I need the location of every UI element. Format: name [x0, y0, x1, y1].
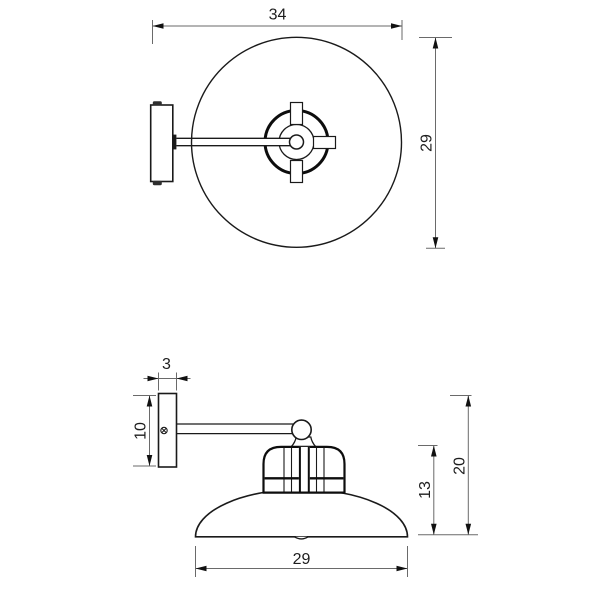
mounting-plate-top-view — [151, 105, 173, 182]
dim-label-29: 29 — [418, 134, 436, 152]
dim-label-3: 3 — [162, 356, 171, 373]
arrowhead-down — [433, 237, 439, 248]
shade-dome — [196, 489, 408, 536]
dimension-13 — [417, 446, 438, 535]
socket-tab-bottom — [291, 161, 303, 183]
socket-tab-top — [291, 103, 303, 125]
dim-label-20: 20 — [451, 457, 469, 475]
top-view — [151, 7, 452, 249]
dim-label-10: 10 — [132, 422, 150, 440]
dimension-3 — [144, 356, 191, 391]
dim-label-13: 13 — [416, 481, 434, 499]
arm-body-top-view — [198, 138, 292, 145]
arrowhead-right — [148, 376, 159, 382]
arrowhead-up — [466, 396, 472, 407]
dimension-10 — [133, 396, 157, 467]
arrowhead-up — [433, 38, 439, 49]
arrowhead-up — [431, 446, 437, 457]
arrowhead-left — [177, 376, 188, 382]
arrowhead-down — [147, 455, 153, 466]
dimension-29-top-view — [419, 38, 453, 249]
dim-label-29-bottom: 29 — [292, 551, 311, 568]
socket-hub — [290, 135, 304, 149]
arrowhead-down — [466, 524, 472, 535]
plate-screw-tab-lower — [153, 181, 162, 185]
arrowhead-left — [196, 566, 207, 572]
arm-body-side-view — [178, 425, 298, 433]
dim-label-34: 34 — [268, 6, 287, 24]
arrowhead-down — [431, 524, 437, 535]
arrowhead-left — [153, 23, 164, 29]
dimension-20 — [450, 396, 472, 535]
side-view — [133, 356, 479, 577]
arrowhead-up — [147, 396, 153, 407]
arrowhead-right — [397, 566, 408, 572]
dimension-29-side-view — [196, 546, 408, 577]
plate-screw-tab-upper — [153, 101, 162, 105]
shade-bottom-nub — [295, 537, 309, 539]
ball-joint — [292, 420, 311, 439]
socket-tab-right — [314, 137, 336, 149]
arrowhead-right — [391, 23, 402, 29]
